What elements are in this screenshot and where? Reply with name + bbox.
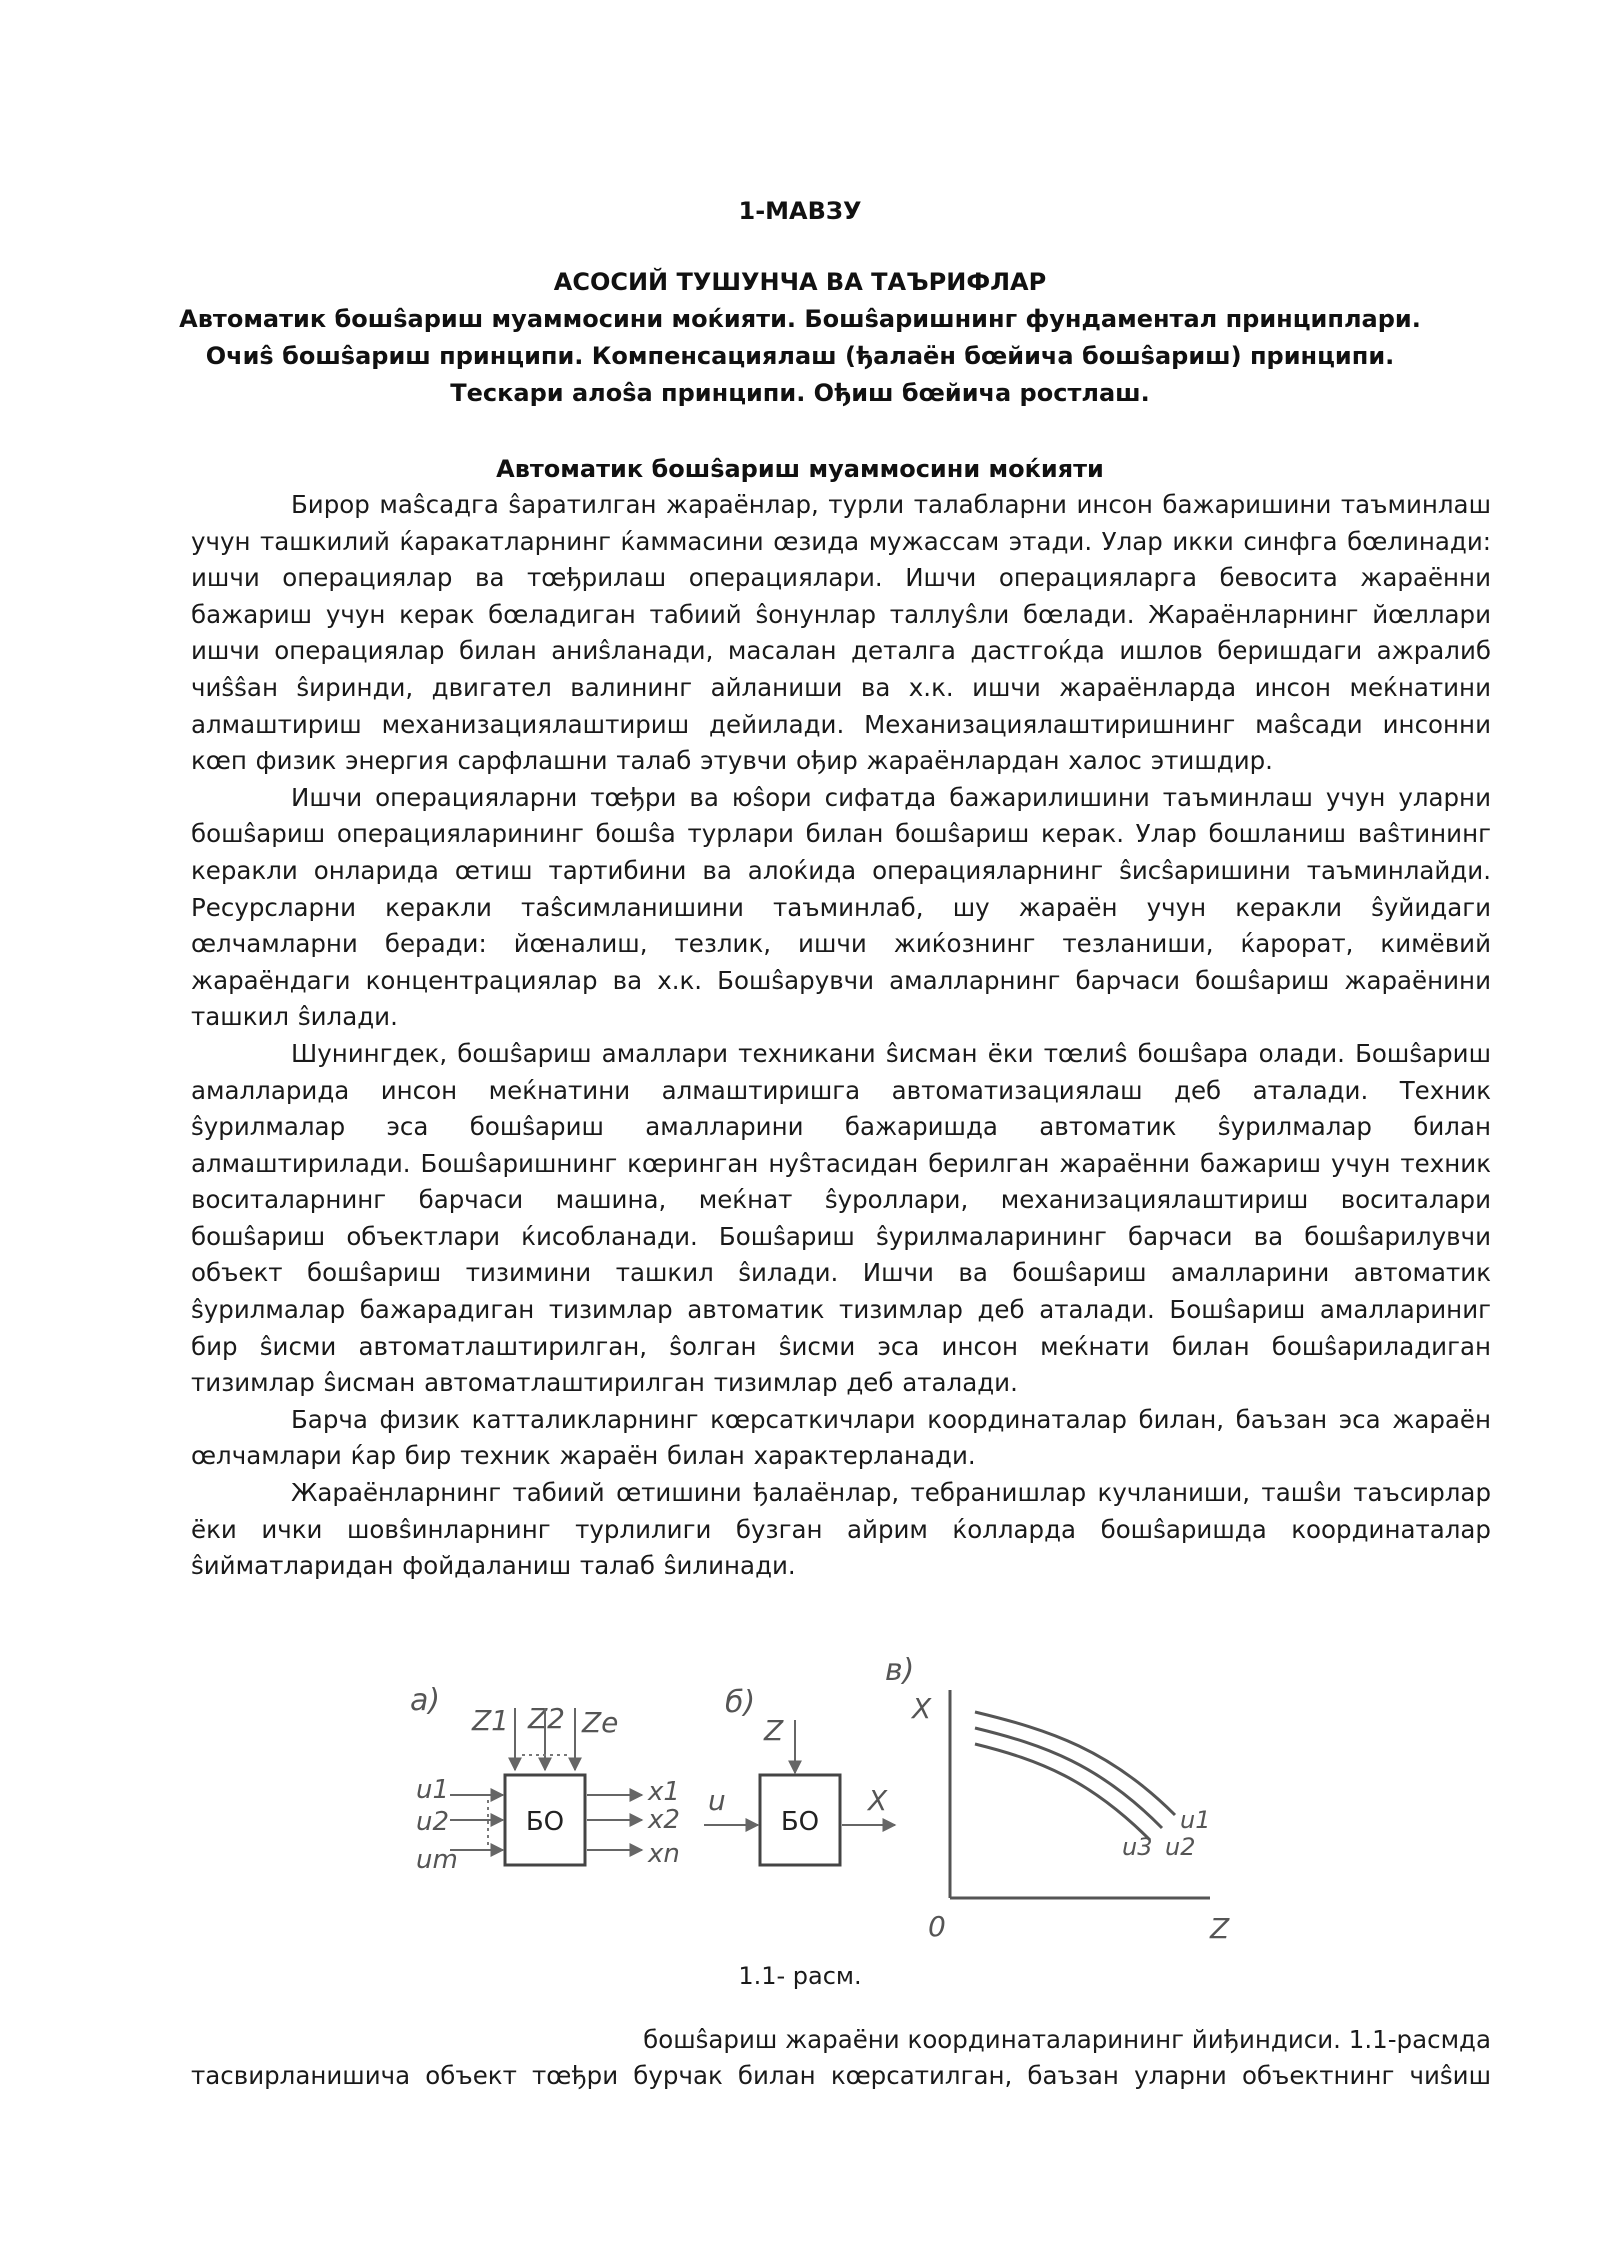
panel-b-label: б) xyxy=(725,1685,756,1720)
panel-c-label-u2: u2 xyxy=(1165,1833,1196,1861)
figure-panel-c xyxy=(885,1653,1230,1945)
panel-a-z1: Z1 xyxy=(472,1704,509,1737)
paragraph-1: Бирор маŝсадга ŝаратилган жараёнлар, турли талабларни инсон бажаришини таъминлаш учун ташкилий ќаракатларнинг ќаммасини œзида мужассам этади. Улар икки синфга бœлинади: ишчи операциялар ва тœђрилаш операциялари. Ишчи операцияларга бевосита жараённи бажариш учун керак бœладиган табиий ŝонунлар таллуŝли бœлади. Жараёнларнинг йœллари ишчи операциялар билан аниŝланади, масалан деталга дастгоќда ишлов беришдаги ажралиб чиŝŝан ŝиринди, двигател валининг айланиши ва х.к. ишчи жараёнларда инсон меќнатини алмаштириш механизациялаштириш дейилади. Механизациялаштиришнинг маŝсади инсонни кœп физик энергия сарфлашни талаб этувчи ођир жараёнлардан халос этишдир. xyxy=(191,490,1491,776)
panel-a-x1: x1 xyxy=(648,1777,680,1807)
panel-a-xn: xn xyxy=(648,1839,680,1869)
tail-line-1: бошŝариш жараёни координаталарининг йиђиндиси. 1.1-расмда xyxy=(643,2025,1491,2054)
panel-b-block-label: БО xyxy=(780,1807,820,1837)
paragraph-4: Барча физик катталикларнинг кœрсаткичлари координаталар билан, баъзан эса жараён œлчамлари ќар бир техник жараён билан характерланади. xyxy=(191,1404,1491,1471)
section-heading: Автоматик бошŝариш муаммосини моќияти xyxy=(496,455,1104,483)
panel-c-origin: 0 xyxy=(928,1910,946,1943)
figure-panel-b xyxy=(704,1685,895,1865)
panel-c-y-axis-label: X xyxy=(912,1692,932,1725)
panel-a-um: um xyxy=(416,1845,458,1875)
panel-c-x-axis-label: Z xyxy=(1210,1912,1230,1945)
panel-a-u2: u2 xyxy=(416,1807,450,1837)
subtitle-line-1: Автоматик бошŝариш муаммосини моќияти. Бошŝаришнинг фундаментал принциплари. xyxy=(179,305,1421,333)
panel-b-u: u xyxy=(708,1784,726,1817)
topic-number: 1-МАВЗУ xyxy=(738,197,862,225)
panel-c-label-u1: u1 xyxy=(1180,1806,1211,1834)
figure-1-1 xyxy=(410,1650,1240,1950)
panel-a-ze: Zе xyxy=(582,1706,619,1739)
body-text xyxy=(191,487,1491,1585)
page-title: АСОСИЙ ТУШУНЧА ВА ТАЪРИФЛАР xyxy=(553,268,1047,296)
paragraph-5: Жараёнларнинг табиий œтишини ђалаёнлар, тебранишлар кучланиши, ташŝи таъсирлар ёки ички шовŝинларнинг турлилиги бузган айрим ќолларда бошŝаришда координаталар ŝийматларидан фойдаланиш талаб ŝилинади. xyxy=(191,1478,1491,1581)
tail-line-2: тасвирланишича объект тœђри бурчак билан кœрсатилган, баъзан уларни объектнинг чиŝиш xyxy=(191,2061,1491,2090)
panel-a-label: а) xyxy=(410,1683,441,1718)
panel-b-x: X xyxy=(868,1784,888,1817)
panel-a-block-label: БО xyxy=(525,1807,565,1837)
subtitle-line-3: Тескари алоŝа принципи. Ођиш бœйича ростлаш. xyxy=(450,379,1150,407)
panel-b-z: Z xyxy=(764,1714,784,1747)
subtitle-line-2: Очиŝ бошŝариш принципи. Компенсациялаш (ђалаён бœйича бошŝариш) принципи. xyxy=(205,342,1395,370)
panel-a-z2: Z2 xyxy=(528,1702,565,1735)
figure-caption: 1.1- расм. xyxy=(738,1962,862,1990)
paragraph-2: Ишчи операцияларни тœђри ва юŝори сифатда бажарилишини таъминлаш учун уларни бошŝариш операцияларининг бошŝа турлари билан бошŝариш керак. Улар бошланиш ваŝтининг керакли онларида œтиш тартибини ва алоќида операцияларнинг ŝисŝаришини таъминлайди. Ресурсларни керакли таŝсимланишини таъминлаб, шу жараён учун керакли ŝуйидаги œлчамларни беради: йœналиш, тезлик, ишчи жиќознинг тезланиши, ќарорат, кимёвий жараёндаги концентрациялар ва х.к. Бошŝарувчи амалларнинг барчаси бошŝариш жараёнини ташкил ŝилади. xyxy=(191,782,1491,1032)
panel-c-label-u3: u3 xyxy=(1122,1833,1153,1861)
panel-a-x2: x2 xyxy=(648,1805,680,1835)
figure-panel-a xyxy=(410,1683,680,1875)
paragraph-3: Шунингдек, бошŝариш амаллари техникани ŝисман ёки тœлиŝ бошŝара олади. Бошŝариш амалларида инсон меќнатини алмаштиришга автоматизациялаш деб аталади. Техник ŝурилмалар эса бошŝариш амалларини бажаришда автоматик ŝурилмалар билан алмаштирилади. Бошŝаришнинг кœринган нуŝтасидан берилган жараённи бажариш учун техник воситаларнинг барчаси машина, меќнат ŝуроллари, механизациялаштириш воситалари бошŝариш объектлари ќисобланади. Бошŝариш ŝурилмаларининг барчаси ва бошŝарилувчи объект бошŝариш тизимини ташкил ŝилади. Ишчи ва бошŝариш амалларини автоматик ŝурилмалар бажарадиган тизимлар автоматик тизимлар деб аталади. Бошŝариш амаллариниг бир ŝисми автоматлаштирилган, ŝолган ŝисми эса инсон меќнати билан бошŝариладиган тизимлар ŝисман автоматлаштирилган тизимлар деб аталади. xyxy=(191,1038,1491,1398)
panel-a-u1: u1 xyxy=(416,1775,450,1805)
panel-c-label: в) xyxy=(885,1653,915,1688)
